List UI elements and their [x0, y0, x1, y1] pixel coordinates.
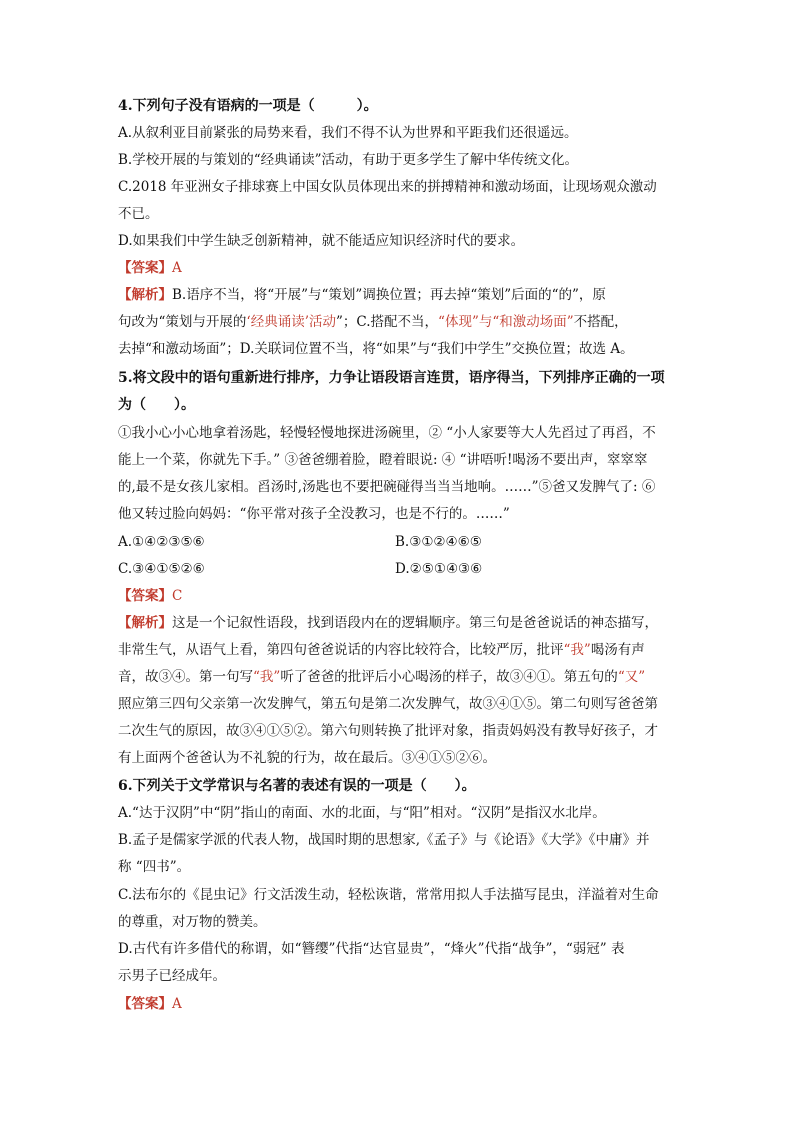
analysis-text: 音，故③④。第一句写 [118, 669, 253, 685]
q5-option-c: C.③④①⑤②⑥ [118, 561, 205, 577]
analysis-text: 句改为“策划与开展的 [118, 314, 247, 330]
analysis-text: 听了爸爸的批评后小心喝汤的样子，故③④①。第五句的 [280, 669, 618, 685]
q4-option-d: D.如果我们中学生缺乏创新精神，就不能适应知识经济时代的要求。 [118, 233, 525, 249]
q6-option-b-line2: 称 “四书”。 [118, 859, 191, 875]
q5-analysis-line5: 二次生气的原因，故③④①⑤②。第六句则转换了批评对象，指责妈妈没有教导好孩子，才 [118, 723, 658, 739]
q6-option-d-line2: 示男子已经成年。 [118, 968, 226, 984]
q4-analysis-line3: 去掉“和激动场面”；D.关联词位置不当，将“如果”与“我们中学生”交换位置；故选 A。 [118, 341, 634, 357]
analysis-highlight: “又” [617, 669, 646, 685]
q5-passage-line2: 能上一个菜，你就先下手。” ③爸爸绷着脸，瞪着眼说: ④ “讲唔听!喝汤不要出声，窣窣窣 [118, 452, 648, 468]
analysis-text: ”；C.搭配不当， [336, 314, 439, 330]
answer-tag: 【答案】 [118, 996, 172, 1012]
q5-analysis-line3 [118, 667, 678, 687]
q5-option-b: B.③①②④⑥⑤ [395, 534, 482, 550]
analysis-text: B.语序不当，将“开展”与“策划”调换位置；再去掉“策划”后面的“的”，原 [172, 287, 606, 303]
q4-option-c-line2: 不已。 [118, 206, 159, 222]
q6-option-d-line1: D.古代有许多借代的称谓，如“簪缨”代指“达官显贵”，“烽火”代指“战争”，“弱冠” 表 [118, 941, 625, 957]
q5-passage-line4: 他又转过脸向妈妈：“你平常对孩子全没教习，也是不行的。……” [118, 506, 510, 522]
q4-answer [118, 258, 678, 278]
analysis-text: 非常生气，从语气上看，第四句爸爸说话的内容比较符合，比较严厉，批评 [118, 642, 564, 658]
analysis-tag: 【解析】 [118, 287, 172, 303]
q5-analysis-line4: 照应第三四句父亲第一次发脾气，第五句是第二次发脾气，故③④①⑤。第二句则写爸爸第 [118, 696, 658, 712]
q6-option-c-line2: 的尊重，对万物的赞美。 [118, 914, 267, 930]
analysis-highlight: “体现”与“和激动场面” [438, 314, 574, 330]
answer-tag: 【答案】 [118, 588, 172, 604]
q4-analysis-line1 [118, 285, 678, 305]
q6-option-a: A.“达于汉阴”中“阴”指山的南面、水的北面，与“阳”相对。“汉阴”是指汉水北岸。 [118, 805, 606, 821]
analysis-highlight: “我” [253, 669, 281, 685]
answer-tag: 【答案】 [118, 260, 172, 276]
analysis-text: 喝汤有声 [590, 642, 645, 658]
q6-option-c-line1: C.法布尔的《昆虫记》行文活泼生动，轻松诙谐，常常用拟人手法描写昆虫，洋溢着对生命 [118, 887, 659, 903]
question-5-stem-line1: 5.将文段中的语句重新进行排序，力争让语段语言连贯，语序得当，下列排序正确的一项 [118, 370, 665, 386]
q4-option-c-line1: C.2018 年亚洲女子排球赛上中国女队员体现出来的拼搏精神和激动场面，让现场观众激动 [118, 179, 657, 195]
q5-analysis-line2 [118, 640, 678, 660]
q4-option-a: A.从叙利亚目前紧张的局势来看，我们不得不认为世界和平距我们还很遥远。 [118, 125, 578, 141]
question-5-stem-line2: 为（ ）。 [118, 397, 195, 413]
answer-value: C [172, 588, 183, 604]
q6-answer [118, 994, 678, 1014]
question-4-stem: 4.下列句子没有语病的一项是（ ）。 [118, 98, 378, 114]
q4-option-b: B.学校开展的与策划的“经典诵读”活动，有助于更多学生了解中华传统文化。 [118, 152, 579, 168]
answer-value: A [172, 996, 182, 1012]
q5-option-a: A.①④②③⑤⑥ [118, 534, 205, 550]
answer-value: A [172, 260, 182, 276]
q5-passage-line1: ①我小心小心地拿着汤匙，轻慢轻慢地探进汤碗里，② “小人家要等大人先舀过了再舀，不 [118, 425, 656, 441]
q6-option-b-line1: B.孟子是儒家学派的代表人物，战国时期的思想家,《孟子》与《论语》《大学》《中庸》并 [118, 832, 650, 848]
q5-passage-line3: 的,最不是女孩儿家相。舀汤时,汤匙也不要把碗碰得当当当地响。……”⑤爸又发脾气了: ⑥ [118, 479, 656, 495]
q4-analysis-line2 [118, 312, 678, 332]
analysis-highlight: ‘经典诵读’活动 [246, 314, 336, 330]
q5-option-d: D.②⑤①④③⑥ [395, 561, 483, 577]
analysis-tag: 【解析】 [118, 615, 172, 631]
analysis-highlight: “我” [563, 642, 591, 658]
q5-answer [118, 586, 678, 606]
analysis-text: 这是一个记叙性语段，找到语段内在的逻辑顺序。第三句是爸爸说话的神态描写， [172, 615, 658, 631]
q5-analysis-line6: 有上面两个爸爸认为不礼貌的行为，故在最后。③④①⑤②⑥。 [118, 750, 496, 766]
analysis-text: 不搭配， [573, 314, 628, 330]
question-6-stem: 6.下列关于文学常识与名著的表述有误的一项是（ ）。 [118, 778, 476, 794]
q5-analysis-line1 [118, 613, 678, 633]
